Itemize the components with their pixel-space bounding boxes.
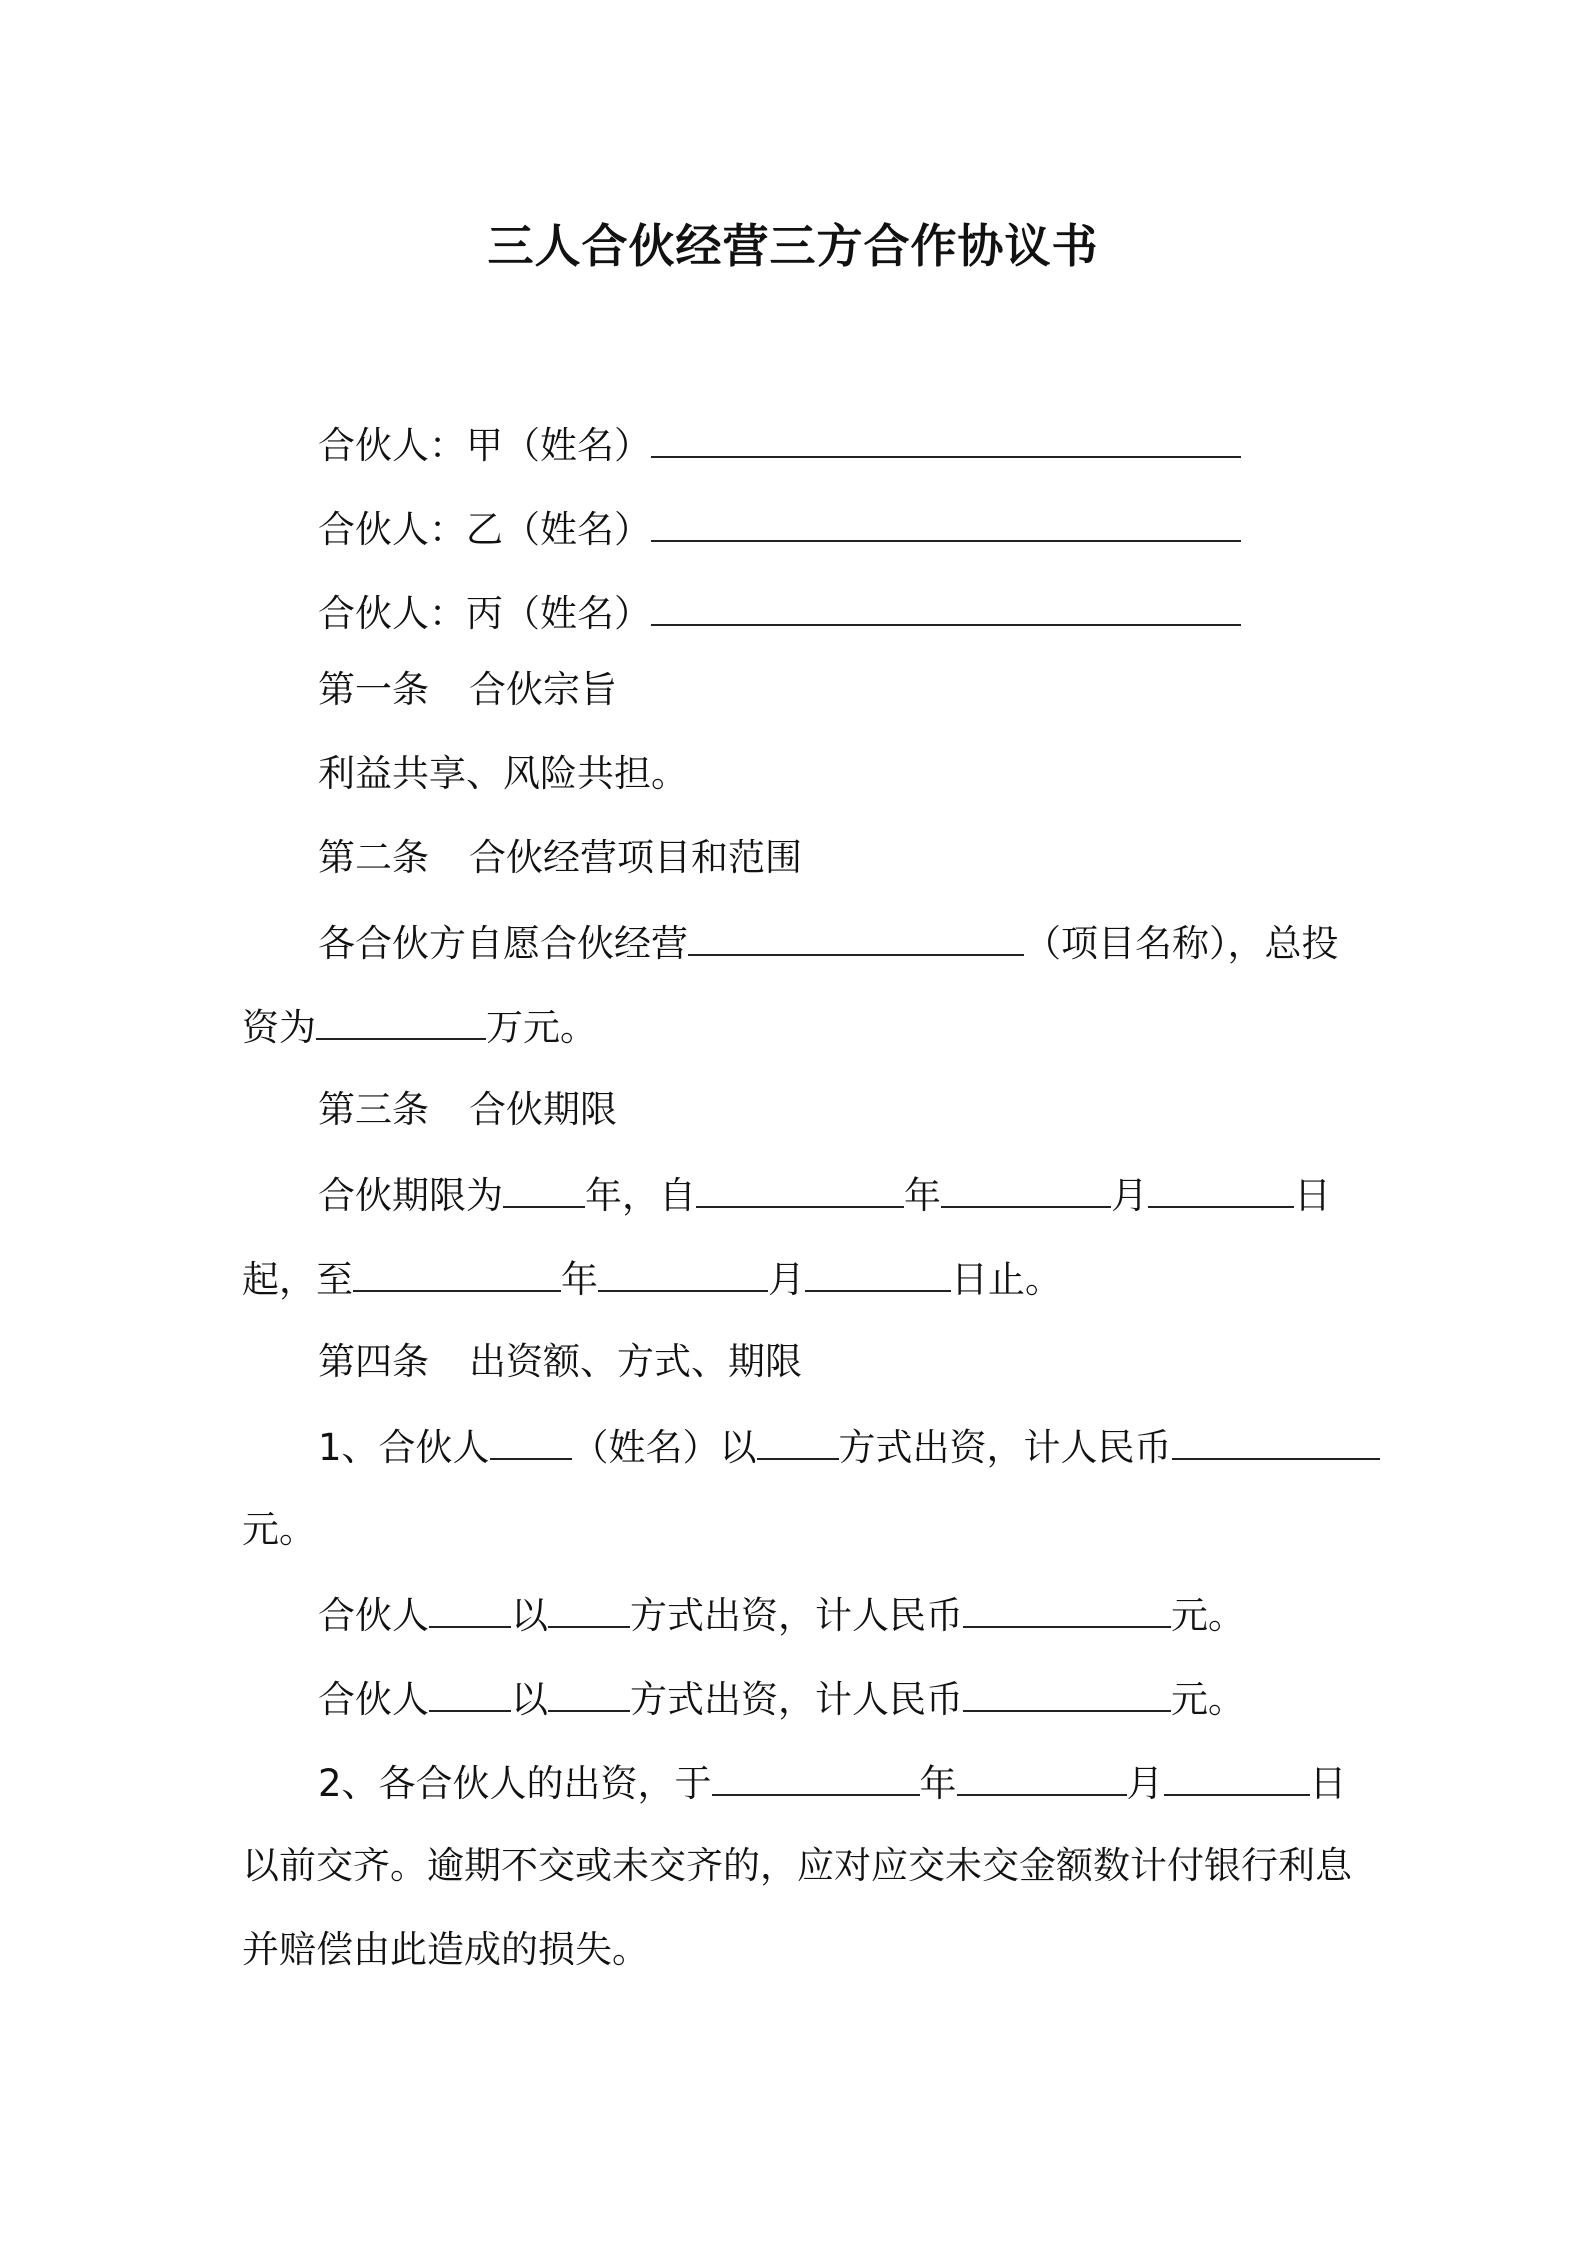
partner-c-line <box>318 584 1358 642</box>
p1-partner-name-blank[interactable] <box>490 1418 572 1460</box>
partner-a-label: 合伙人：甲（姓名） <box>318 424 651 467</box>
partner-b-name-blank[interactable] <box>651 500 1241 542</box>
article3-text-6: 起，至 <box>242 1258 353 1301</box>
article4-p4-text-a: 2、各合伙人的出资，于 <box>318 1762 712 1805</box>
article2-text-a: 各合伙方自愿合伙经营 <box>318 922 688 965</box>
article4-p2-text-a: 合伙人 <box>318 1594 429 1637</box>
end-day-blank[interactable] <box>805 1250 951 1292</box>
article4-p2-text-d: 元。 <box>1171 1594 1245 1637</box>
article4-heading <box>318 1334 1358 1390</box>
article2-text-d: 万元。 <box>486 1006 597 1049</box>
article3-text-5: 日 <box>1294 1174 1331 1217</box>
partner-c-name-blank[interactable] <box>651 584 1241 626</box>
article4-p4-text-b: 年 <box>919 1762 957 1805</box>
article4-p3-text-b: 以 <box>511 1678 548 1721</box>
total-investment-blank[interactable] <box>316 998 486 1040</box>
partner-c-label: 合伙人：丙（姓名） <box>318 592 651 635</box>
article3-text-4: 月 <box>1111 1174 1148 1217</box>
p1-method-blank[interactable] <box>757 1418 839 1460</box>
article4-p1-text-b: （姓名）以 <box>571 1426 757 1469</box>
article1-number: 第一条 <box>318 668 429 711</box>
article3-number: 第三条 <box>318 1088 429 1131</box>
article1-heading <box>318 662 1358 718</box>
start-month-blank[interactable] <box>941 1166 1111 1208</box>
article2-number: 第二条 <box>318 836 429 879</box>
p1-amount-blank[interactable] <box>1172 1418 1380 1460</box>
deadline-month-blank[interactable] <box>957 1754 1127 1796</box>
p2-method-blank[interactable] <box>548 1586 630 1628</box>
start-year-blank[interactable] <box>696 1166 904 1208</box>
article4-p3-text-a: 合伙人 <box>318 1678 429 1721</box>
article4-p2-text-c: 方式出资，计人民币 <box>630 1594 963 1637</box>
article2-text-c: 资为 <box>242 1006 316 1049</box>
article4-p1-text-a: 1、合伙人 <box>318 1426 490 1469</box>
p3-amount-blank[interactable] <box>963 1670 1171 1712</box>
deadline-year-blank[interactable] <box>712 1754 920 1796</box>
article4-title: 出资额、方式、期限 <box>469 1340 802 1383</box>
article4-p4-line3: 并赔偿由此造成的损失。 <box>242 1928 649 1971</box>
article3-text-7: 年 <box>561 1258 598 1301</box>
p2-amount-blank[interactable] <box>963 1586 1171 1628</box>
term-years-blank[interactable] <box>503 1166 585 1208</box>
article4-p4-line2: 以前交齐。逾期不交或未交齐的，应对应交未交金额数计付银行利息 <box>242 1844 1352 1887</box>
p3-method-blank[interactable] <box>548 1670 630 1712</box>
article3-text-8: 月 <box>768 1258 805 1301</box>
article3-text-1: 合伙期限为 <box>318 1174 503 1217</box>
article4-p3-text-c: 方式出资，计人民币 <box>630 1678 963 1721</box>
p2-partner-blank[interactable] <box>429 1586 511 1628</box>
article3-text-2: 年，自 <box>585 1174 696 1217</box>
article3-heading <box>318 1082 1358 1138</box>
partner-a-name-blank[interactable] <box>651 416 1241 458</box>
deadline-day-blank[interactable] <box>1164 1754 1310 1796</box>
article3-body-line2 <box>242 1250 1282 1308</box>
article2-heading <box>318 830 1358 886</box>
project-name-blank[interactable] <box>688 914 1024 956</box>
article2-title: 合伙经营项目和范围 <box>469 836 802 879</box>
article2-body-line2 <box>242 998 1282 1056</box>
start-day-blank[interactable] <box>1148 1166 1294 1208</box>
article4-p2 <box>318 1586 1358 1644</box>
article4-p3 <box>318 1670 1358 1728</box>
article4-p1-text-c: 方式出资，计人民币 <box>838 1426 1172 1469</box>
article4-p4-text-c: 月 <box>1126 1762 1164 1805</box>
article2-body-line1 <box>318 914 1358 972</box>
article3-text-3: 年 <box>904 1174 941 1217</box>
article4-p2-text-b: 以 <box>511 1594 548 1637</box>
article4-p1-line2: 元。 <box>242 1508 316 1551</box>
document-title: 三人合伙经营三方合作协议书 <box>487 219 1099 273</box>
article4-p4-line1 <box>318 1754 1358 1812</box>
article1-body: 利益共享、风险共担。 <box>318 752 688 795</box>
p3-partner-blank[interactable] <box>429 1670 511 1712</box>
end-year-blank[interactable] <box>353 1250 561 1292</box>
partner-b-line <box>318 500 1358 558</box>
article4-p3-text-d: 元。 <box>1171 1678 1245 1721</box>
article4-p4-text-d: 日 <box>1309 1762 1347 1805</box>
article2-text-b: （项目名称），总投 <box>1024 922 1339 965</box>
article1-title: 合伙宗旨 <box>469 668 617 711</box>
partner-a-line <box>318 416 1358 474</box>
article4-p1-line1 <box>318 1418 1358 1476</box>
article3-body-line1 <box>318 1166 1358 1224</box>
article3-text-9: 日止。 <box>951 1258 1062 1301</box>
end-month-blank[interactable] <box>598 1250 768 1292</box>
article3-title: 合伙期限 <box>469 1088 617 1131</box>
partner-b-label: 合伙人：乙（姓名） <box>318 508 651 551</box>
article4-number: 第四条 <box>318 1340 429 1383</box>
